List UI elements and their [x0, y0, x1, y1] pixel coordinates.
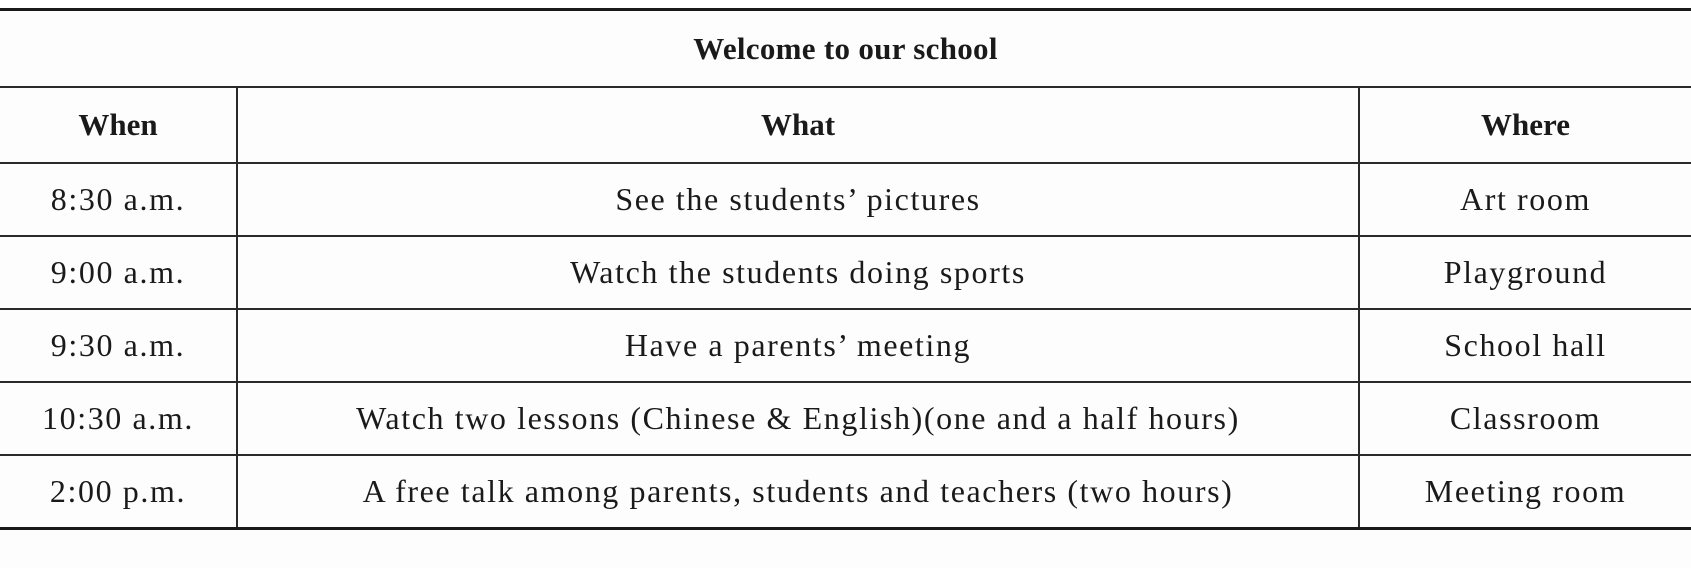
table-row — [0, 309, 1691, 382]
cell-what: Watch two lessons (Chinese & English)(one and a half hours) — [237, 382, 1359, 455]
title-row — [0, 10, 1691, 88]
column-header-when: When — [0, 87, 237, 163]
cell-where: Playground — [1359, 236, 1691, 309]
column-header-where: Where — [1359, 87, 1691, 163]
cell-where: School hall — [1359, 309, 1691, 382]
cell-when: 2:00 p.m. — [0, 455, 237, 529]
cell-what: A free talk among parents, students and teachers (two hours) — [237, 455, 1359, 529]
table-row — [0, 455, 1691, 529]
schedule-sheet — [0, 8, 1691, 568]
table-title: Welcome to our school — [0, 10, 1691, 88]
column-header-what: What — [237, 87, 1359, 163]
cell-what: Have a parents’ meeting — [237, 309, 1359, 382]
table-row — [0, 163, 1691, 236]
table-row — [0, 236, 1691, 309]
cell-when: 9:30 a.m. — [0, 309, 237, 382]
cell-where: Classroom — [1359, 382, 1691, 455]
header-row — [0, 87, 1691, 163]
cell-where: Meeting room — [1359, 455, 1691, 529]
cell-when: 8:30 a.m. — [0, 163, 237, 236]
cell-what: See the students’ pictures — [237, 163, 1359, 236]
table-row — [0, 382, 1691, 455]
cell-when: 9:00 a.m. — [0, 236, 237, 309]
cell-when: 10:30 a.m. — [0, 382, 237, 455]
cell-what: Watch the students doing sports — [237, 236, 1359, 309]
cell-where: Art room — [1359, 163, 1691, 236]
school-schedule-table — [0, 8, 1691, 530]
